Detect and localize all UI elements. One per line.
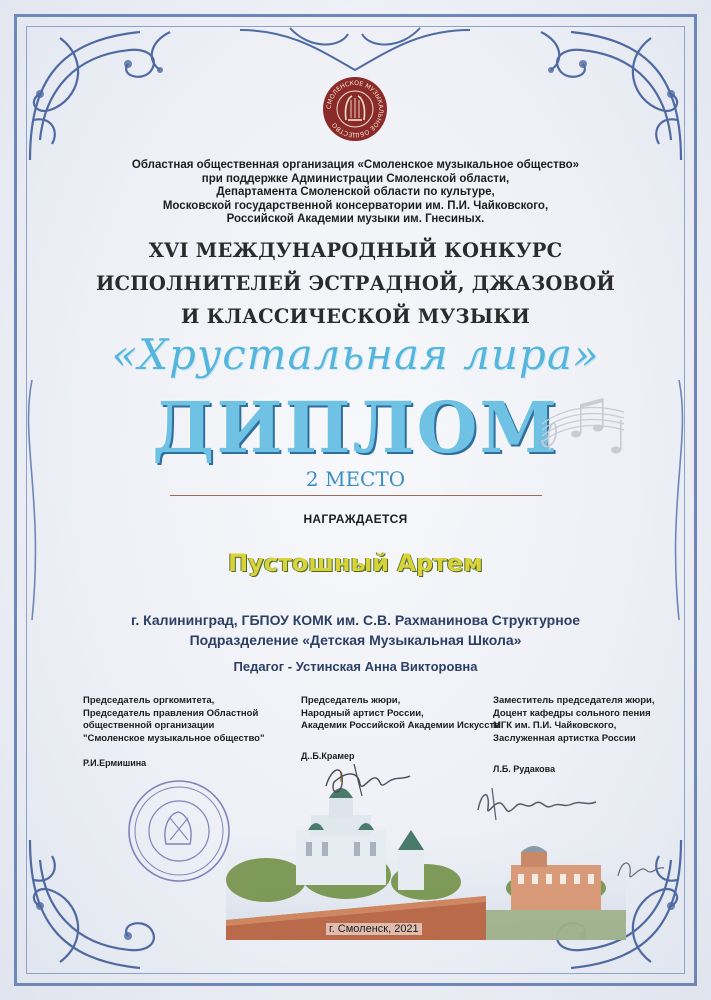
divider xyxy=(170,495,542,496)
signature-block-jury-deputy xyxy=(493,695,693,774)
org-line: Областная общественная организация «Смоленское музыкальное общество» xyxy=(131,159,580,171)
org-line: при поддержке Администрации Смоленской области, xyxy=(201,172,510,185)
contest-line: И КЛАССИЧЕСКОЙ МУЗЫКИ xyxy=(181,305,530,328)
signature-line: Председатель жюри, xyxy=(301,695,401,706)
left-side-ornament xyxy=(20,380,44,620)
signatory-name: Л.Б. Рудакова xyxy=(493,764,556,774)
logo-ring-text: СМОЛЕНСКОЕ МУЗЫКАЛЬНОЕ ОБЩЕСТВО xyxy=(325,79,385,139)
society-logo xyxy=(322,76,388,142)
signature-line: Народный артист России, xyxy=(301,707,424,719)
recipient-name: Пустошный Артем xyxy=(228,549,483,577)
contest-title xyxy=(60,234,651,333)
right-side-ornament xyxy=(667,380,691,620)
organization-text xyxy=(60,159,651,227)
handwritten-signature-rudakova xyxy=(472,784,602,824)
signatory-name: Д..Б.Крамер xyxy=(301,751,355,761)
handwritten-signature-ermishina xyxy=(612,852,672,888)
music-notes-icon xyxy=(536,384,628,470)
institution-line: Подразделение «Детская Музыкальная Школа» xyxy=(189,632,522,648)
contest-name: «Хрустальная лира» xyxy=(111,330,600,379)
place-text: 2 МЕСТО xyxy=(305,467,406,491)
contest-line: ИСПОЛНИТЕЛЕЙ ЭСТРАДНОЙ, ДЖАЗОВОЙ xyxy=(95,272,616,295)
signature-line: Заслуженная артистка России xyxy=(493,732,636,744)
top-center-ornament xyxy=(230,20,480,80)
awarded-label: НАГРАЖДАЕТСЯ xyxy=(303,512,408,526)
institution-line: г. Калининград, ГБПОУ КОМК им. С.В. Рахманинова Структурное xyxy=(130,612,581,628)
signature-block-chairman-orgcommittee xyxy=(83,695,273,768)
signature-line: общественной организации xyxy=(83,720,215,731)
contest-line: XVI МЕЖДУНАРОДНЫЙ КОНКУРС xyxy=(148,239,563,262)
top-left-ornament xyxy=(20,20,190,170)
signature-line: Академик Российской Академии Искусств xyxy=(301,720,500,731)
signature-line: "Смоленское музыкальное общество" xyxy=(83,732,265,744)
top-right-ornament xyxy=(521,20,691,170)
org-line: Российской Академии музыки им. Гнесиных. xyxy=(226,213,485,225)
org-line: Департамента Смоленской области по культуре, xyxy=(216,186,495,198)
diploma-title: ДИПЛОМ xyxy=(152,386,559,469)
teacher-text: Педагог - Устинская Анна Викторовна xyxy=(233,659,478,674)
signature-line: Председатель оргкомитета, xyxy=(83,695,215,706)
handwritten-signature-kramer xyxy=(318,756,418,802)
org-line: Московской государственной консерватории им. П.И. Чайковского, xyxy=(162,199,549,212)
signature-line: МГК им. П.И. Чайковского, xyxy=(493,720,617,731)
footer-city-year: г. Смоленск, 2021 xyxy=(326,923,422,935)
signature-block-jury-chairman xyxy=(301,695,500,761)
signature-line: Доцент кафедры сольного пения xyxy=(493,707,651,719)
signature-line: Заместитель председателя жюри, xyxy=(493,695,655,706)
round-stamp xyxy=(126,778,232,884)
institution-text xyxy=(60,610,651,650)
signatory-name: Р.И.Ермишина xyxy=(83,758,147,768)
signature-line: Председатель правления Областной xyxy=(83,707,259,719)
